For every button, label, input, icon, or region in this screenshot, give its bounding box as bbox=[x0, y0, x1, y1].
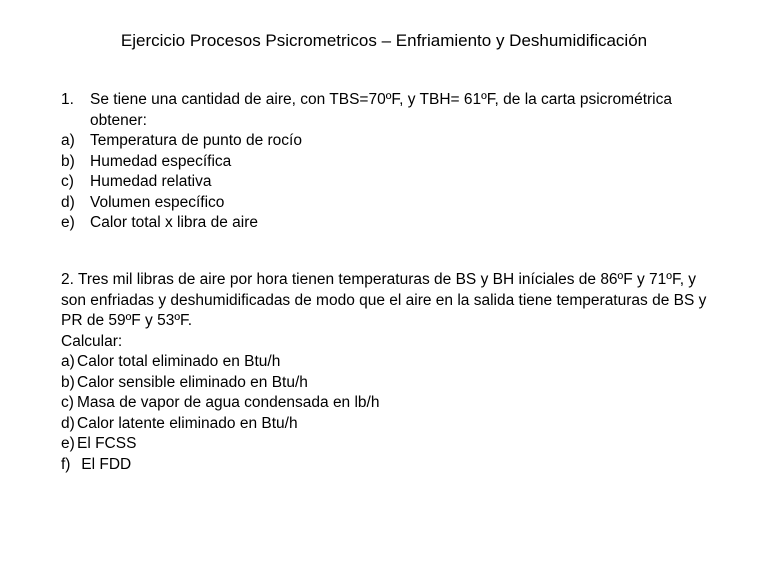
list-marker: f) bbox=[61, 455, 71, 473]
list-marker: b) bbox=[61, 152, 75, 170]
list-item bbox=[61, 172, 721, 193]
list-item bbox=[61, 414, 721, 435]
list-item-text: Temperatura de punto de rocío bbox=[90, 132, 302, 149]
list-item bbox=[61, 393, 721, 414]
problem-1-number: 1. bbox=[61, 91, 74, 108]
problem-2-statement-line-3: PR de 59ºF y 53ºF. bbox=[61, 312, 193, 329]
list-marker: e) bbox=[61, 214, 75, 231]
list-item-text: Humedad relativa bbox=[90, 173, 212, 190]
list-item-text: Calor sensible eliminado en Btu/h bbox=[77, 373, 308, 391]
list-marker: c) bbox=[61, 394, 74, 411]
list-item bbox=[61, 373, 721, 394]
list-item-text: El FDD bbox=[77, 455, 132, 473]
list-marker: b) bbox=[61, 373, 75, 391]
problem-1-statement bbox=[61, 90, 721, 131]
problem-1-statement-line-1: Se tiene una cantidad de aire, con TBS=70ºF, y TBH= 61ºF, de la carta psicrométrica bbox=[90, 91, 672, 108]
problem-1 bbox=[61, 90, 721, 234]
list-item-text: Calor total eliminado en Btu/h bbox=[77, 353, 281, 370]
list-item bbox=[61, 455, 721, 476]
problem-2-statement-line-1: 2. Tres mil libras de aire por hora tienen temperaturas de BS y BH iníciales de 86ºF y 71ºF, y bbox=[61, 271, 697, 288]
list-marker: e) bbox=[61, 435, 75, 452]
list-item-text: Volumen específico bbox=[90, 193, 225, 211]
problem-2-statement-line-2: son enfriadas y deshumidificadas de modo que el aire en la salida tiene temperaturas de BS y bbox=[61, 291, 707, 309]
problem-2-calc-label: Calcular: bbox=[61, 332, 123, 350]
list-marker: a) bbox=[61, 132, 75, 149]
list-item-text: El FCSS bbox=[77, 435, 137, 452]
list-item bbox=[61, 213, 721, 234]
document-title: Ejercicio Procesos Psicrometricos – Enfriamiento y Deshumidificación bbox=[120, 31, 648, 50]
list-item-text: Calor latente eliminado en Btu/h bbox=[77, 414, 298, 432]
list-item bbox=[61, 352, 721, 373]
list-marker: c) bbox=[61, 173, 74, 190]
list-item bbox=[61, 193, 721, 214]
list-marker: d) bbox=[61, 193, 75, 211]
list-marker: d) bbox=[61, 414, 75, 432]
list-item bbox=[61, 434, 721, 455]
list-item bbox=[61, 152, 721, 173]
problem-2 bbox=[61, 270, 721, 475]
list-item bbox=[61, 131, 721, 152]
list-item-text: Masa de vapor de agua condensada en lb/h bbox=[77, 394, 380, 411]
list-marker: a) bbox=[61, 353, 75, 370]
problem-1-statement-line-2: obtener: bbox=[90, 111, 147, 129]
list-item-text: Calor total x libra de aire bbox=[90, 214, 258, 231]
list-item-text: Humedad específica bbox=[90, 152, 232, 170]
